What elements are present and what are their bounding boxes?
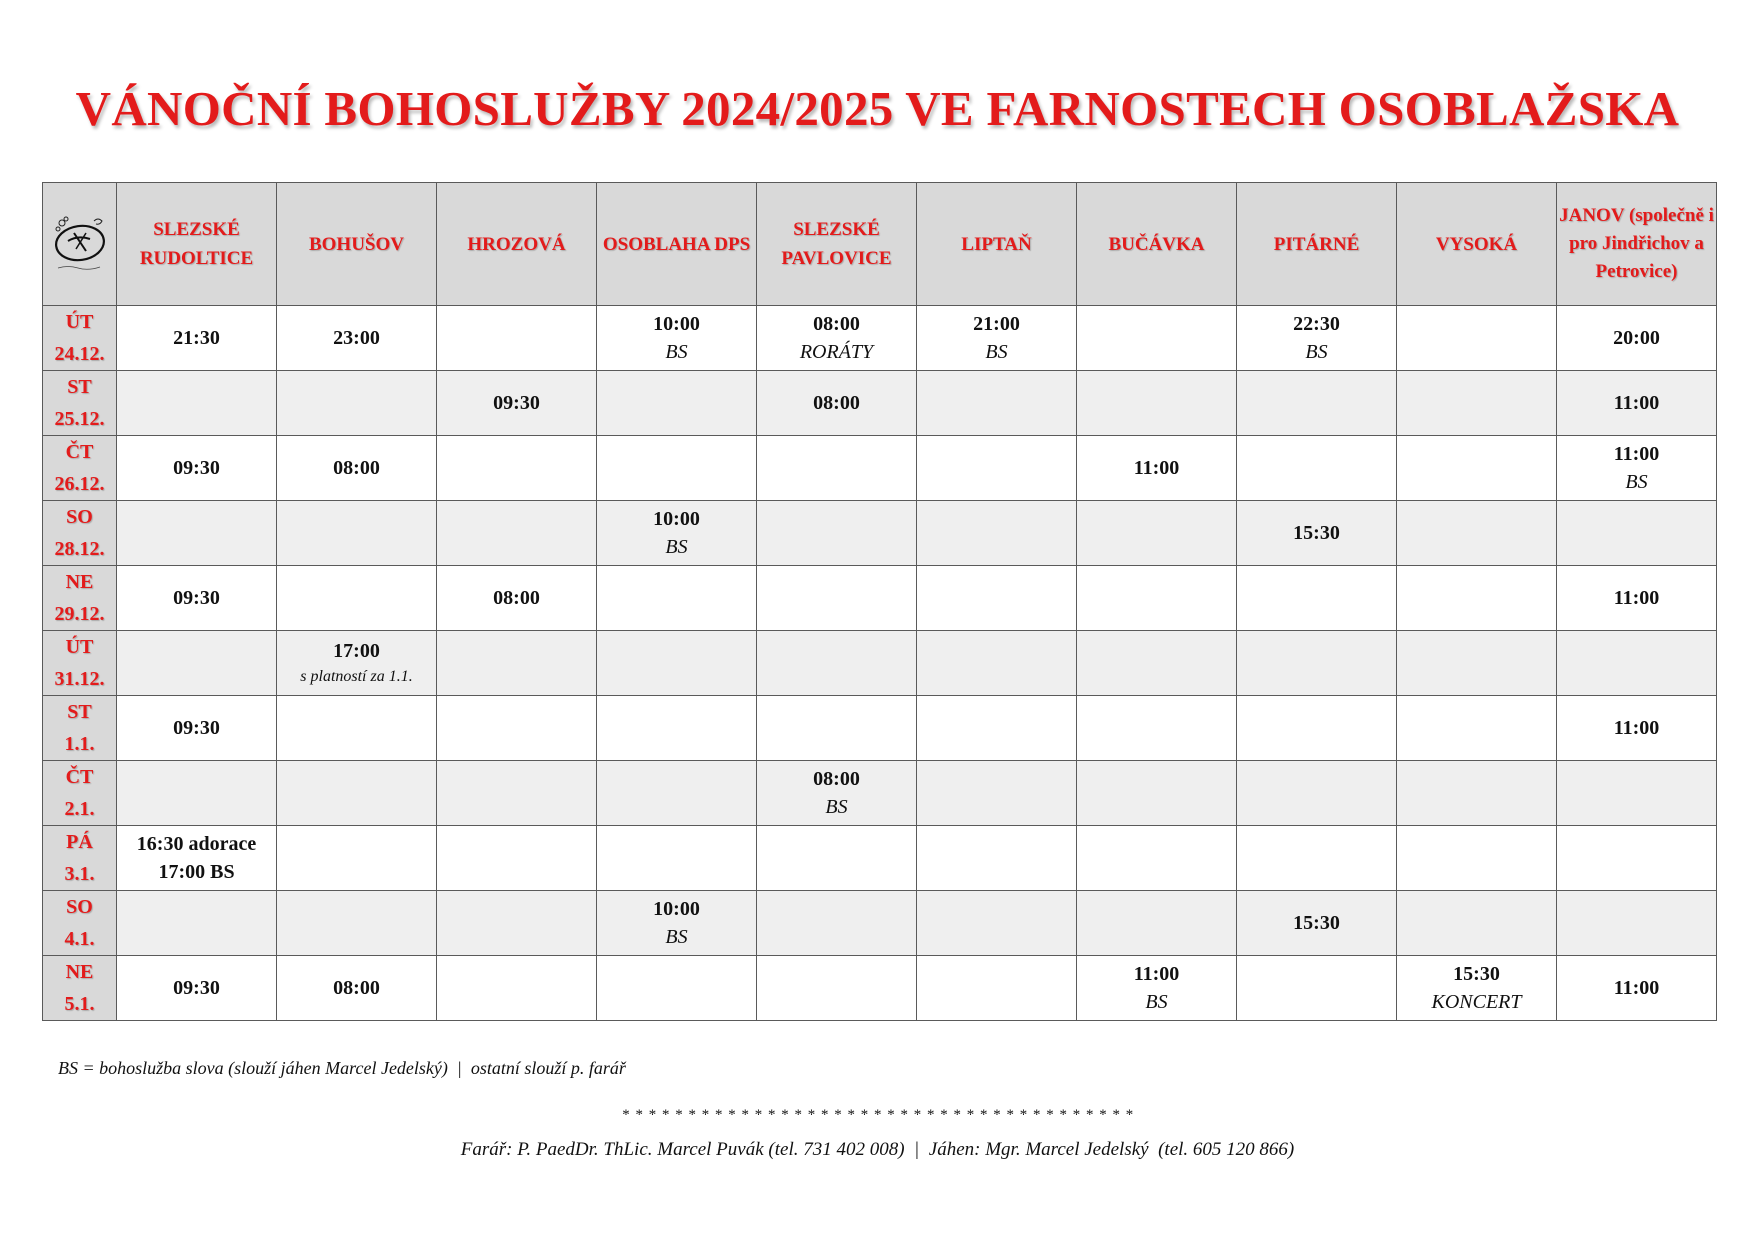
- service-cell: [1237, 436, 1397, 501]
- service-cell: [597, 436, 757, 501]
- service-time: 11:00: [1613, 977, 1660, 999]
- service-time: 16:30 adorace: [136, 833, 257, 855]
- service-cell: [1237, 371, 1397, 436]
- service-cell: [757, 826, 917, 891]
- service-cell: [117, 566, 277, 631]
- service-cell: [117, 631, 277, 696]
- service-time: 10:00: [653, 313, 700, 335]
- service-cell: [437, 501, 597, 566]
- table-row: [43, 826, 1717, 891]
- service-note: RORÁTY: [799, 341, 874, 363]
- service-note: s platností za 1.1.: [300, 668, 413, 685]
- column-header-bucavka: BUČÁVKA: [1077, 183, 1237, 306]
- service-cell: [757, 306, 917, 371]
- service-cell: [597, 761, 757, 826]
- table-row: [43, 631, 1717, 696]
- service-cell: [1557, 306, 1717, 371]
- service-time: 08:00: [333, 457, 380, 479]
- service-cell: [277, 306, 437, 371]
- column-header-hrozova: HROZOVÁ: [437, 183, 597, 306]
- service-cell: [437, 696, 597, 761]
- service-cell: [437, 371, 597, 436]
- weekday-label: NE: [65, 571, 94, 593]
- service-cell: [437, 826, 597, 891]
- service-cell: [1077, 631, 1237, 696]
- service-cell: [917, 631, 1077, 696]
- date-label: 5.1.: [64, 993, 95, 1015]
- service-cell: [757, 436, 917, 501]
- service-time: 09:30: [173, 457, 220, 479]
- service-cell: [1077, 566, 1237, 631]
- service-cell: [117, 826, 277, 891]
- service-cell: [277, 956, 437, 1021]
- service-cell: [1557, 956, 1717, 1021]
- weekday-label: ČT: [65, 766, 94, 788]
- service-cell: [1557, 696, 1717, 761]
- day-cell: [43, 696, 117, 761]
- service-cell: [117, 696, 277, 761]
- service-time: 09:30: [173, 717, 220, 739]
- table-row: [43, 696, 1717, 761]
- service-cell: [1237, 956, 1397, 1021]
- service-cell: [1237, 696, 1397, 761]
- table-row: [43, 891, 1717, 956]
- day-cell: [43, 306, 117, 371]
- table-row: [43, 371, 1717, 436]
- service-cell: [277, 891, 437, 956]
- table-row: [43, 436, 1717, 501]
- service-time: 09:30: [173, 977, 220, 999]
- date-label: 24.12.: [54, 343, 105, 365]
- service-cell: [1557, 891, 1717, 956]
- service-cell: [597, 306, 757, 371]
- service-cell: [1397, 826, 1557, 891]
- service-cell: [1397, 956, 1557, 1021]
- service-cell: [757, 501, 917, 566]
- service-note: BS: [665, 536, 688, 558]
- weekday-label: SO: [66, 506, 93, 528]
- service-cell: [1557, 761, 1717, 826]
- service-note: BS: [825, 796, 848, 818]
- service-note: BS: [665, 926, 688, 948]
- column-header-liptan: LIPTAŇ: [917, 183, 1077, 306]
- service-cell: [1077, 436, 1237, 501]
- weekday-label: PÁ: [66, 831, 93, 853]
- column-header-janov: JANOV (společně i pro Jindřichov a Petrovice): [1557, 183, 1717, 306]
- service-cell: [1077, 306, 1237, 371]
- service-time: 09:30: [173, 587, 220, 609]
- service-cell: [757, 566, 917, 631]
- service-cell: [917, 891, 1077, 956]
- column-header-slezske-pavlovice: SLEZSKÉ PAVLOVICE: [757, 183, 917, 306]
- service-cell: [917, 956, 1077, 1021]
- column-header-pitarne: PITÁRNÉ: [1237, 183, 1397, 306]
- service-time: 11:00: [1133, 963, 1180, 985]
- service-time: 08:00: [813, 768, 860, 790]
- service-time: 11:00: [1613, 587, 1660, 609]
- service-cell: [437, 631, 597, 696]
- table-row: [43, 956, 1717, 1021]
- service-time: 11:00: [1613, 717, 1660, 739]
- service-time: 21:00: [973, 313, 1020, 335]
- service-time: 08:00: [333, 977, 380, 999]
- service-time: 10:00: [653, 508, 700, 530]
- table-row: [43, 566, 1717, 631]
- service-time: 08:00: [813, 392, 860, 414]
- service-cell: [1397, 566, 1557, 631]
- service-time: 21:30: [173, 327, 220, 349]
- service-cell: [597, 631, 757, 696]
- table-row: [43, 761, 1717, 826]
- service-time: 09:30: [493, 392, 540, 414]
- service-cell: [1397, 501, 1557, 566]
- page-title: VÁNOČNÍ BOHOSLUŽBY 2024/2025 VE FARNOSTECH OSOBLAŽSKA: [75, 81, 1680, 136]
- column-header-osoblaha-dps: OSOBLAHA DPS: [597, 183, 757, 306]
- service-cell: [1237, 631, 1397, 696]
- day-cell: [43, 761, 117, 826]
- service-cell: [117, 371, 277, 436]
- weekday-label: ČT: [65, 441, 94, 463]
- service-note: BS: [985, 341, 1008, 363]
- service-cell: [917, 826, 1077, 891]
- parish-logo-icon: [43, 213, 116, 275]
- service-cell: [597, 371, 757, 436]
- service-cell: [1397, 371, 1557, 436]
- weekday-label: NE: [65, 961, 94, 983]
- service-cell: [1397, 891, 1557, 956]
- weekday-label: ST: [67, 376, 92, 398]
- service-cell: [917, 306, 1077, 371]
- date-label: 26.12.: [54, 473, 105, 495]
- service-cell: [1237, 566, 1397, 631]
- service-cell: [277, 631, 437, 696]
- service-cell: [917, 696, 1077, 761]
- service-cell: [597, 891, 757, 956]
- day-cell: [43, 631, 117, 696]
- service-cell: [1237, 306, 1397, 371]
- service-cell: [277, 696, 437, 761]
- weekday-label: ST: [67, 701, 92, 723]
- weekday-label: ÚT: [65, 311, 94, 333]
- service-cell: [117, 436, 277, 501]
- column-header-bohusov: BOHUŠOV: [277, 183, 437, 306]
- service-time: 10:00: [653, 898, 700, 920]
- service-cell: [1077, 761, 1237, 826]
- service-cell: [277, 761, 437, 826]
- service-cell: [597, 501, 757, 566]
- service-time: 08:00: [493, 587, 540, 609]
- service-cell: [917, 761, 1077, 826]
- date-label: 28.12.: [54, 538, 105, 560]
- service-time: 15:30: [1293, 912, 1340, 934]
- service-cell: [1077, 956, 1237, 1021]
- service-cell: [117, 956, 277, 1021]
- service-cell: [1237, 501, 1397, 566]
- separator-line: * * * * * * * * * * * * * * * * * * * * * * * * * * * * * * * * * * * * * * *: [621, 1107, 1134, 1123]
- service-cell: [1557, 436, 1717, 501]
- service-cell: [1077, 826, 1237, 891]
- day-cell: [43, 436, 117, 501]
- service-cell: [437, 436, 597, 501]
- service-cell: [437, 891, 597, 956]
- service-time: 11:00: [1133, 457, 1180, 479]
- service-cell: [1557, 501, 1717, 566]
- service-cell: [1077, 501, 1237, 566]
- service-cell: [1397, 761, 1557, 826]
- service-note: BS: [1625, 471, 1648, 493]
- service-time: 11:00: [1613, 443, 1660, 465]
- service-cell: [1397, 631, 1557, 696]
- service-note: KONCERT: [1431, 991, 1522, 1013]
- day-cell: [43, 826, 117, 891]
- service-cell: [1237, 761, 1397, 826]
- table-row: [43, 501, 1717, 566]
- service-cell: [597, 956, 757, 1021]
- weekday-label: SO: [66, 896, 93, 918]
- service-cell: [1397, 696, 1557, 761]
- service-cell: [277, 566, 437, 631]
- schedule-body: [43, 306, 1717, 1021]
- service-cell: [117, 306, 277, 371]
- date-label: 4.1.: [64, 928, 95, 950]
- service-cell: [597, 566, 757, 631]
- date-label: 25.12.: [54, 408, 105, 430]
- day-cell: [43, 501, 117, 566]
- service-time: 15:30: [1453, 963, 1500, 985]
- day-cell: [43, 371, 117, 436]
- date-label: 1.1.: [64, 733, 95, 755]
- service-time: 15:30: [1293, 522, 1340, 544]
- contact-footer: Farář: P. PaedDr. ThLic. Marcel Puvák (tel. 731 402 008) | Jáhen: Mgr. Marcel Jedelský (tel. 605 120 866): [460, 1139, 1295, 1160]
- date-label: 31.12.: [54, 668, 105, 690]
- service-note: BS: [1305, 341, 1328, 363]
- legend-note: BS = bohoslužba slova (slouží jáhen Marcel Jedelský) | ostatní slouží p. farář: [58, 1058, 626, 1078]
- service-cell: [917, 566, 1077, 631]
- service-cell: [1397, 306, 1557, 371]
- service-cell: [277, 436, 437, 501]
- service-time-secondary: 17:00 BS: [158, 861, 235, 883]
- service-cell: [917, 501, 1077, 566]
- table-row: [43, 306, 1717, 371]
- column-header-vysoka: VYSOKÁ: [1397, 183, 1557, 306]
- service-cell: [1557, 566, 1717, 631]
- service-cell: [117, 501, 277, 566]
- logo-cell: [43, 183, 117, 306]
- day-cell: [43, 566, 117, 631]
- day-cell: [43, 891, 117, 956]
- service-cell: [1237, 891, 1397, 956]
- service-note: BS: [1145, 991, 1168, 1013]
- service-cell: [437, 761, 597, 826]
- service-cell: [597, 696, 757, 761]
- service-time: 08:00: [813, 313, 860, 335]
- service-cell: [1557, 371, 1717, 436]
- service-cell: [757, 371, 917, 436]
- service-cell: [917, 436, 1077, 501]
- service-cell: [117, 891, 277, 956]
- service-cell: [757, 761, 917, 826]
- header-row: [43, 183, 1717, 306]
- service-cell: [1397, 436, 1557, 501]
- service-cell: [277, 371, 437, 436]
- service-cell: [1237, 826, 1397, 891]
- day-cell: [43, 956, 117, 1021]
- column-header-slezske-rudoltice: SLEZSKÉ RUDOLTICE: [117, 183, 277, 306]
- service-time: 22:30: [1293, 313, 1340, 335]
- date-label: 3.1.: [64, 863, 95, 885]
- service-time: 17:00: [333, 640, 380, 662]
- service-note: BS: [665, 341, 688, 363]
- service-time: 11:00: [1613, 392, 1660, 414]
- service-cell: [757, 956, 917, 1021]
- service-cell: [1557, 826, 1717, 891]
- service-time: 23:00: [333, 327, 380, 349]
- service-cell: [757, 631, 917, 696]
- service-cell: [437, 306, 597, 371]
- service-cell: [277, 501, 437, 566]
- service-cell: [1077, 891, 1237, 956]
- service-cell: [757, 891, 917, 956]
- date-label: 29.12.: [54, 603, 105, 625]
- weekday-label: ÚT: [65, 636, 94, 658]
- service-cell: [117, 761, 277, 826]
- service-time: 20:00: [1613, 327, 1660, 349]
- service-cell: [277, 826, 437, 891]
- service-cell: [917, 371, 1077, 436]
- service-cell: [757, 696, 917, 761]
- service-cell: [437, 956, 597, 1021]
- schedule-table: [42, 182, 1717, 1021]
- service-cell: [1077, 371, 1237, 436]
- service-cell: [1557, 631, 1717, 696]
- service-cell: [1077, 696, 1237, 761]
- date-label: 2.1.: [64, 798, 95, 820]
- service-cell: [437, 566, 597, 631]
- service-cell: [597, 826, 757, 891]
